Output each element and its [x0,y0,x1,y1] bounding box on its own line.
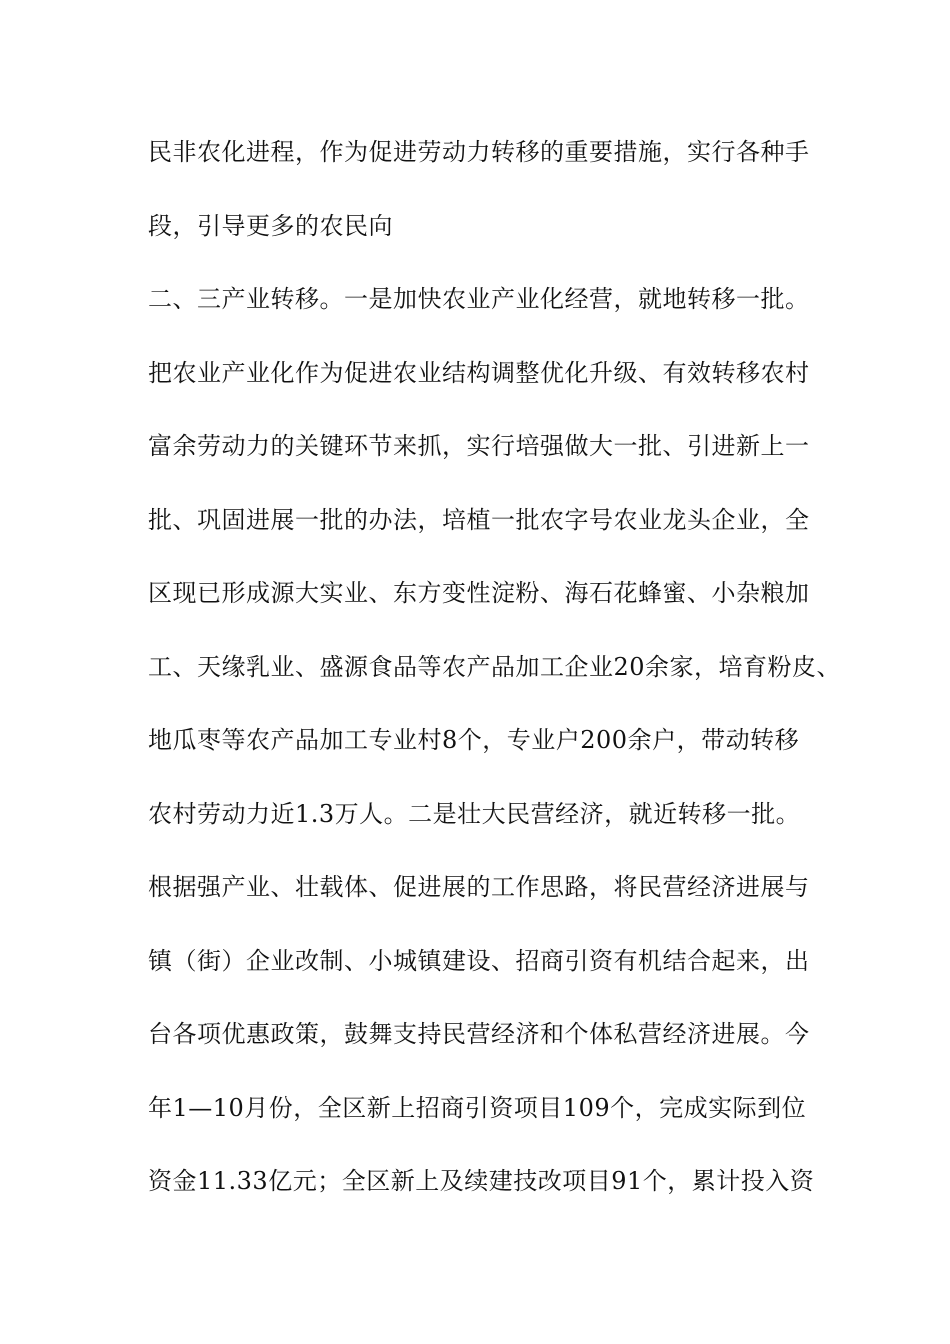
text-line: 农村劳动力近1.3万人。二是壮大民营经济，就近转移一批。 [148,799,801,828]
text-line: 镇（街）企业改制、小城镇建设、招商引资有机结合起来，出 [148,946,810,975]
text-line: 民非农化进程，作为促进劳动力转移的重要措施，实行各种手 [148,138,810,166]
text-line: 批、巩固进展一批的办法，培植一批农字号农业龙头企业，全 [148,505,810,534]
text-line: 台各项优惠政策，鼓舞支持民营经济和个体私营经济进展。今 [148,1020,810,1048]
text-line: 区现已形成源大实业、东方变性淀粉、海石花蜂蜜、小杂粮加 [148,579,810,607]
text-line: 二、三产业转移。一是加快农业产业化经营，就地转移一批。 [148,285,810,313]
text-line: 地瓜枣等农产品加工专业村8个，专业户200余户，带动转移 [148,726,800,754]
text-line: 根据强产业、壮载体、促进展的工作思路，将民营经济进展与 [148,873,810,901]
text-line: 把农业产业化作为促进农业结构调整优化升级、有效转移农村 [148,358,810,387]
text-line: 年1—10月份，全区新上招商引资项目109个，完成实际到位 [148,1093,807,1122]
body-text [148,130,842,1233]
text-line: 资金11.33亿元；全区新上及续建技改项目91个，累计投入资 [148,1167,815,1195]
text-line: 工、天缘乳业、盛源食品等农产品加工企业20余家，培育粉皮、 [148,652,842,681]
text-line: 段，引导更多的农民向 [148,211,393,240]
text-line: 富余劳动力的关键环节来抓，实行培强做大一批、引进新上一 [148,432,810,460]
